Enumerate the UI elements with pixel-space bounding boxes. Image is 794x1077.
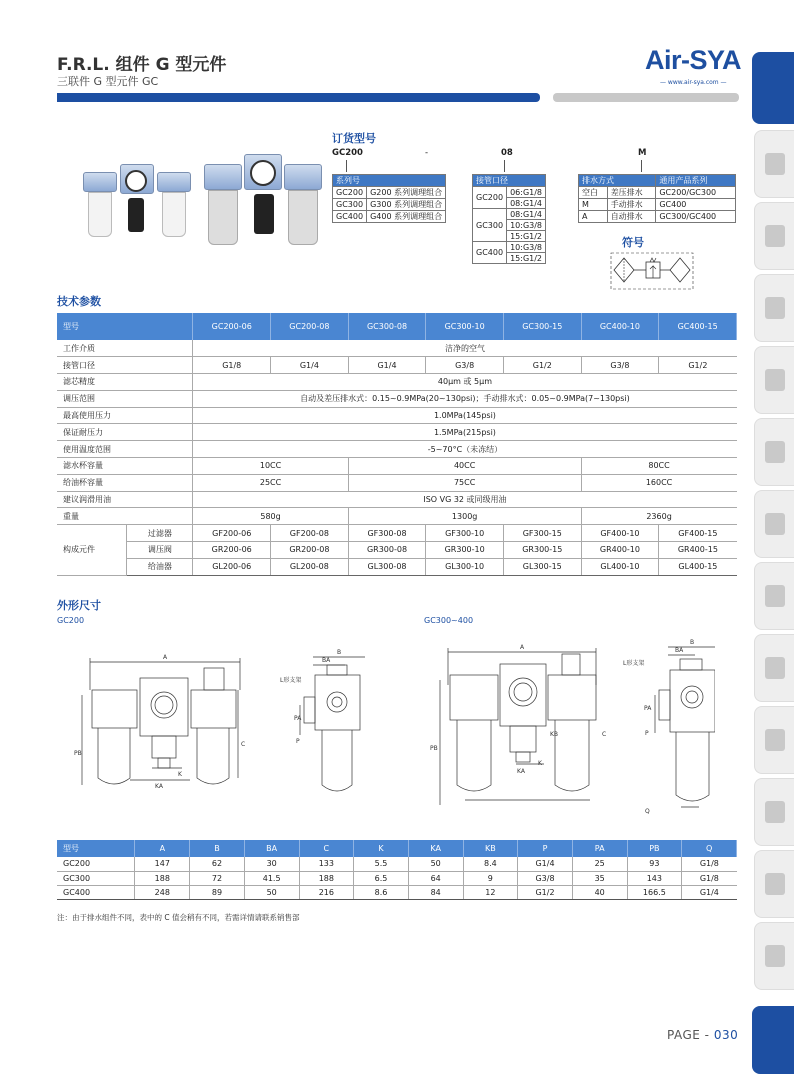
svg-text:P: P: [645, 730, 649, 737]
product-icon: [765, 441, 785, 463]
table-row: 构成元件 过滤器 GF200-06 GF200-08 GF300-08 GF300-10 GF300-15 GF400-10 GF400-15: [57, 525, 737, 542]
table-row: GC200 06:G1/8: [473, 187, 546, 198]
svg-text:K: K: [178, 771, 182, 778]
svg-text:C: C: [241, 741, 246, 748]
svg-text:K: K: [538, 760, 542, 767]
table-row: 15:G1/2: [473, 253, 546, 264]
dimensions-heading: 外形尺寸: [57, 599, 101, 612]
pneumatic-symbol-icon: [610, 252, 694, 290]
table-row: GC200 147 62 30 133 5.5 50 8.4 G1/4 25 93 G1/8: [57, 857, 737, 871]
series-table: 系列号 GC200 G200 系列调理组合 GC300 G300 系列调理组合 GC400 G400 系列调理组合: [332, 174, 446, 223]
table-row: 给油杯容量 25CC 75CC 160CC: [57, 474, 737, 491]
table-row: GC300 G300 系列调理组合: [333, 199, 446, 211]
side-tab-10[interactable]: [754, 778, 794, 846]
table-row: 保证耐压力 1.5MPa(215psi): [57, 424, 737, 441]
side-tab-11[interactable]: [754, 850, 794, 918]
side-tab-2[interactable]: [754, 202, 794, 270]
table-row: GC300 188 72 41.5 188 6.5 64 9 G3/8 35 143 G1/8: [57, 871, 737, 885]
symbol-heading: 符号: [622, 236, 644, 249]
table-row: 接管口径 G1/8 G1/4 G1/4 G3/8 G1/2 G3/8 G1/2: [57, 357, 737, 374]
product-photo-gc200: [80, 160, 195, 255]
product-icon: [765, 225, 785, 247]
table-row: 08:G1/4: [473, 198, 546, 209]
side-tab-6[interactable]: [754, 490, 794, 558]
order-code-dash: -: [425, 148, 429, 158]
product-icon: [765, 297, 785, 319]
svg-text:BA: BA: [322, 657, 331, 664]
drawing-label-gc300-400: GC300~400: [424, 616, 474, 625]
side-tab-4[interactable]: [754, 346, 794, 414]
table-row: 最高使用压力 1.0MPa(145psi): [57, 407, 737, 424]
table-row: GC300 08:G1/4: [473, 209, 546, 220]
drawing-gc200-side: [280, 645, 375, 805]
product-icon: [765, 369, 785, 391]
product-icon: [765, 873, 785, 895]
side-tab-1[interactable]: [754, 130, 794, 198]
product-icon: [765, 801, 785, 823]
svg-text:KA: KA: [155, 783, 163, 790]
order-code-series: GC200: [332, 148, 363, 158]
table-row: 10:G3/8: [473, 220, 546, 231]
svg-text:PB: PB: [74, 750, 82, 757]
svg-text:Q: Q: [645, 808, 650, 815]
table-row: M 手动排水 GC400: [579, 199, 736, 211]
header-bar-grey: [553, 93, 739, 102]
table-row: 调压范围 自动及差压排水式：0.15~0.9MPa(20~130psi)；手动排水式：0.05~0.9MPa(7~130psi): [57, 390, 737, 407]
page-subtitle: 三联件 G 型元件 GC: [57, 75, 159, 88]
drawing-gc300-side: [615, 635, 715, 820]
table-row: 滤水杯容量 10CC 40CC 80CC: [57, 458, 737, 475]
dimensions-table: 型号 A B BA C K KA KB P PA PB Q GC200 147 62 30 133 5.5 50 8.4 G1/4 25 93 G1/8 GC300 188 72 41.5 188 6.5 64 9 G3/8 35 143 G1/8 GC400 248 89 50 216 8.6 84 12 G1/2 40 166.5 G1/4: [57, 840, 737, 900]
table-row: 工作介质 洁净的空气: [57, 340, 737, 357]
product-photo-gc300: [200, 150, 325, 265]
svg-text:P: P: [296, 738, 300, 745]
bracket-label: L形支架: [623, 660, 645, 667]
page-title: F.R.L. 组件 G 型元件: [57, 55, 227, 75]
svg-text:PA: PA: [294, 715, 302, 722]
specs-heading: 技术参数: [57, 295, 101, 308]
side-tab-bottom[interactable]: [752, 1006, 794, 1074]
table-row: 滤芯精度 40μm 或 5μm: [57, 374, 737, 391]
product-icon: [765, 729, 785, 751]
product-icon: [765, 945, 785, 967]
svg-text:KB: KB: [550, 731, 559, 738]
drawing-label-gc200: GC200: [57, 616, 85, 625]
port-table: 接管口径 GC200 06:G1/8 08:G1/4 GC300 08:G1/4 10:G3/8 15:G1/2 GC400 10:G3/8 15:G1/2: [472, 174, 546, 264]
product-icon: [765, 513, 785, 535]
page-number: PAGE - 030: [667, 1028, 739, 1042]
svg-text:A: A: [520, 644, 525, 651]
drawing-gc300-front: [430, 640, 610, 815]
side-tab-9[interactable]: [754, 706, 794, 774]
product-icon: [765, 153, 785, 175]
specs-table: 型号 GC200-06 GC200-08 GC300-08 GC300-10 GC300-15 GC400-10 GC400-15 工作介质 洁净的空气 接管口径 G1/8 G1/4 G1/4 G3/8 G1/2 G3/8 G1/2 滤芯精度 40μm 或 5μm 调压范围 自动及差压排水式：0.15~0.9MPa(20~130psi)；手动排水式：0.05~0.9MPa(7~130psi) 最高使用压力 1.0MPa(145psi) 保证耐压力 1.5MPa(215psi) 使用温度范围 -5~70°C（未冻结） 滤水杯容量 10CC 40CC 80CC 给油杯容量 25CC 75CC 160CC 建议润滑用油 ISO VG 32 或同级用油 重量 580g 1300g 2360g 构成元件 过滤器 GF200-06 GF200-08 GF300-08 GF300-10 GF300-15 GF400-10 GF400-15 调压阀 GR200-06 GR200-08 GR300-08 GR300-10 GR300-15 GR400-10 GR400-15 给油器 GL200-06 GL200-08 GL300-08 GL300-10 GL300-15 GL400-10 GL400-15: [57, 313, 737, 576]
svg-text:BA: BA: [675, 647, 684, 654]
header-bar-blue: [57, 93, 540, 102]
drain-table: 排水方式 通用产品系列 空白 差压排水 GC200/GC300 M 手动排水 GC400 A 自动排水 GC300/GC400: [578, 174, 736, 223]
table-row: 给油器 GL200-06 GL200-08 GL300-08 GL300-10 GL300-15 GL400-10 GL400-15: [57, 558, 737, 575]
table-row: 调压阀 GR200-06 GR200-08 GR300-08 GR300-10 GR300-15 GR400-10 GR400-15: [57, 542, 737, 559]
table-row: 建议润滑用油 ISO VG 32 或同级用油: [57, 491, 737, 508]
table-row: GC400 10:G3/8: [473, 242, 546, 253]
side-tab-7[interactable]: [754, 562, 794, 630]
order-heading: 订货型号: [332, 132, 376, 145]
table-row: 15:G1/2: [473, 231, 546, 242]
drawing-gc200-front: [70, 650, 255, 800]
side-tab-12[interactable]: [754, 922, 794, 990]
table-row: 重量 580g 1300g 2360g: [57, 508, 737, 525]
table-row: A 自动排水 GC300/GC400: [579, 211, 736, 223]
product-icon: [765, 585, 785, 607]
dimensions-note: 注：由于排水组件不同，表中的 C 值会稍有不同，若需详情请联系销售部: [57, 913, 300, 922]
side-tab-8[interactable]: [754, 634, 794, 702]
svg-text:B: B: [337, 649, 342, 656]
svg-text:PA: PA: [644, 705, 652, 712]
side-tab-5[interactable]: [754, 418, 794, 486]
svg-text:B: B: [690, 639, 695, 646]
svg-text:KA: KA: [517, 768, 525, 775]
table-row: 空白 差压排水 GC200/GC300: [579, 187, 736, 199]
side-tab-active[interactable]: [752, 52, 794, 124]
order-code-drain: M: [638, 148, 647, 158]
svg-text:C: C: [602, 731, 607, 738]
table-row: GC200 G200 系列调理组合: [333, 187, 446, 199]
order-code-port: 08: [501, 148, 513, 158]
table-row: 使用温度范围 -5~70°C（未冻结）: [57, 441, 737, 458]
svg-text:A: A: [163, 654, 168, 661]
side-tab-3[interactable]: [754, 274, 794, 342]
product-icon: [765, 657, 785, 679]
bracket-label: L形支架: [280, 677, 302, 684]
brand-logo: Air-SYA: [645, 45, 742, 75]
table-row: GC400 248 89 50 216 8.6 84 12 G1/2 40 166.5 G1/4: [57, 886, 737, 900]
svg-text:PB: PB: [430, 745, 438, 752]
brand-url: — www.air-sya.com —: [660, 79, 727, 86]
table-row: GC400 G400 系列调理组合: [333, 211, 446, 223]
